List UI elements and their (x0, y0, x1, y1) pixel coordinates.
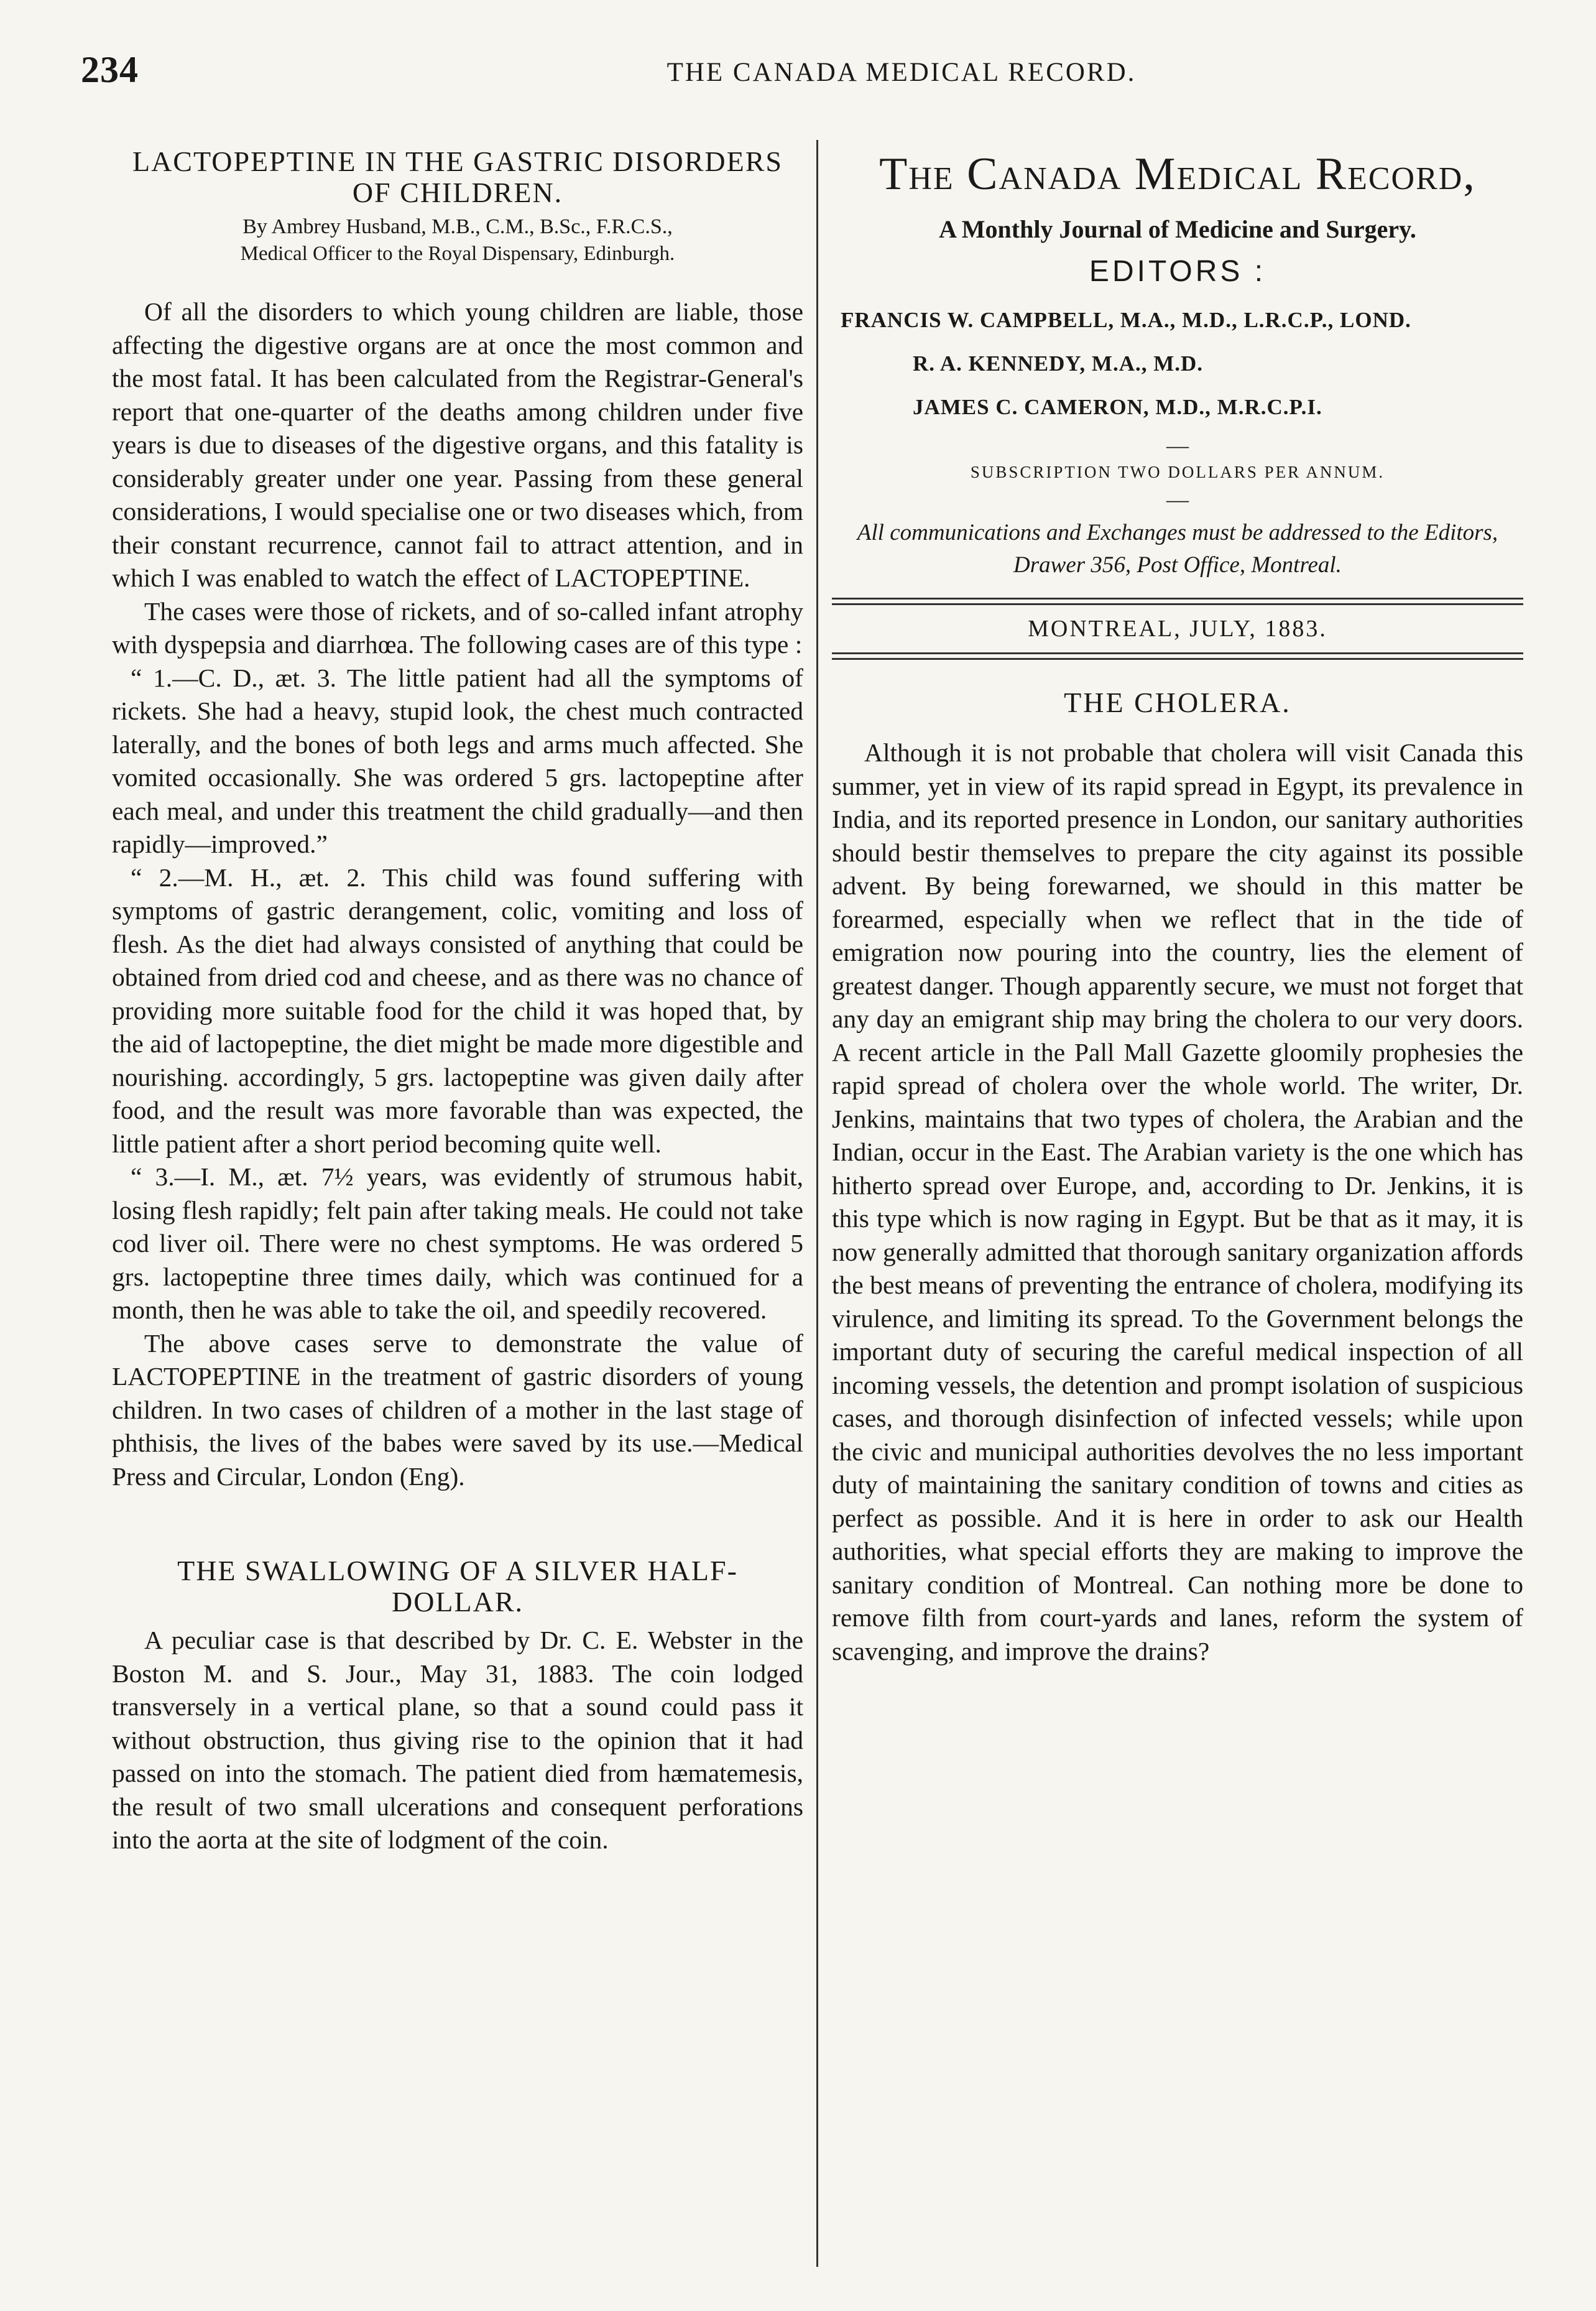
dateline: MONTREAL, JULY, 1883. (1028, 616, 1327, 642)
double-rule (832, 598, 1523, 605)
case-report-1: “ 1.—C. D., æt. 3. The little patient had all the symptoms of rickets. She had a heavy, stupid look, the chest much contracted laterally, and the bones of both legs and arms much affected. She vomited occasionally. She was ordered 5 grs. lactopeptine after each meal, and under this treatment the child gradually—and then rapidly—improved.” (112, 663, 803, 858)
subscription-notice: SUBSCRIPTION TWO DOLLARS PER ANNUM. (970, 463, 1385, 481)
left-column (112, 146, 803, 1857)
article-paragraph: A peculiar case is that described by Dr. C. E. Webster in the Boston M. and S. Jour., May 31, 1883. The coin lodged transversely in a vertical plane, so that a sound could pass it without obstruction, thus giving rise to the opinion that it had passed on into the stomach. The patient died from hæmatemesis, the result of two small ulcerations and consequent perforations into the aorta at the site of lodgment of the coin. (112, 1626, 803, 1854)
article-paragraph: The above cases serve to demonstrate the value of LACTOPEPTINE in the treatment of gastric disorders of young children. In two cases of children of a mother in the last stage of phthisis, the lives of the babes were saved by its use.—Medical Press and Circular, London (Eng). (112, 1328, 803, 1491)
masthead-subtitle: A Monthly Journal of Medicine and Surgery. (939, 215, 1416, 243)
article-paragraph: The cases were those of rickets, and of so-called infant atrophy with dyspepsia and diarrhœa. The following cases are of this type : (112, 596, 803, 659)
right-column (832, 146, 1523, 1668)
editorial-paragraph: Although it is not probable that cholera will visit Canada this summer, yet in view of its rapid spread in Egypt, its prevalence in India, and its reported presence in London, our sanitary authorities should bestir themselves to prepare the city against its possible advent. By being forewarned, we should in this matter be forearmed, especially when we reflect that in the tide of emigration now pouring into the country, lies the element of greatest danger. Though apparently secure, we must not forget that any day an emigrant ship may bring the cholera to our very doors. A recent article in the Pall Mall Gazette gloomily prophesies the rapid spread of cholera over the whole world. The writer, Dr. Jenkins, maintains that two types of cholera, the Arabian and the Indian, occur in the East. The Arabian variety is the one which has hitherto spread over Europe, and, according to Dr. Jenkins, it is this type which is now raging in Egypt. But be that as it may, it is now generally admitted that thorough sanitary organization affords the best means of preventing the entrance of cholera, modifying its virulence, and limiting its spread. To the Government belongs the important duty of securing the careful medical inspection of all incoming vessels, the detention and prompt isolation of suspicious cases, and thorough disinfection of infected vessels; while upon the civic and municipal authorities devolves the no less important duty of maintaining the sanitary condition of towns and cities as perfect as possible. And it is here in order to ask our Health authorities, what special efforts they are making to improve the sanitary condition of Montreal. Can nothing more be done to remove filth from court-yards and lanes, reform the system of scavenging, and improve the drains? (832, 738, 1523, 1665)
editor-name: JAMES C. CAMERON, M.D., M.R.C.P.I. (913, 395, 1322, 419)
article-byline: By Ambrey Husband, M.B., C.M., B.Sc., F.R.C.S., (242, 215, 673, 238)
article-title-lactopeptine: LACTOPEPTINE IN THE GASTRIC DISORDERS OF CHILDREN. (132, 146, 783, 208)
case-report-3: “ 3.—I. M., æt. 7½ years, was evidently of strumous habit, losing flesh rapidly; felt pain after taking meals. He could not take cod liver oil. There were no chest symptoms. He was ordered 5 grs. lactopeptine three times daily, which was continued for a month, then he was able to take the oil, and speedily recovered. (112, 1162, 803, 1324)
double-rule (832, 652, 1523, 660)
article-affiliation: Medical Officer to the Royal Dispensary, Edinburgh. (240, 243, 675, 265)
page-number: 234 (81, 49, 139, 90)
editorial-title: THE CHOLERA. (1064, 687, 1291, 718)
column-rule (816, 140, 818, 2267)
communications-notice: All communications and Exchanges must be addressed to the Editors, Drawer 356, Post Office, Montreal. (857, 520, 1498, 578)
running-title: THE CANADA MEDICAL RECORD. (667, 58, 1137, 87)
editor-name: R. A. KENNEDY, M.A., M.D. (913, 351, 1204, 376)
divider-dash: — (1166, 487, 1189, 512)
article-paragraph: Of all the disorders to which young children are liable, those affecting the digestive organs are at once the most common and the most fatal. It has been calculated from the Registrar-General's report that one-quarter of the deaths among children under five years is due to diseases of the digestive organs, and this fatality is considerably greater under one year. Passing from these general considerations, I would specialise one or two diseases which, from their constant recurrence, cannot fail to attract attention, and in which I was enabled to watch the effect of LACTOPEPTINE. (112, 297, 803, 592)
masthead-title: The Canada Medical Record, (879, 149, 1476, 200)
divider-dash: — (1166, 433, 1189, 458)
editors-label: EDITORS : (1089, 255, 1266, 288)
article-title-silver-half-dollar: THE SWALLOWING OF A SILVER HALF-DOLLAR. (177, 1555, 738, 1618)
editor-name: FRANCIS W. CAMPBELL, M.A., M.D., L.R.C.P., LOND. (841, 308, 1411, 332)
case-report-2: “ 2.—M. H., æt. 2. This child was found suffering with symptoms of gastric derangement, colic, vomiting and loss of flesh. As the diet had always consisted of anything that could be obtained from dried cod and cheese, and as there was no chance of providing more suitable food for the child it was hoped that, by the aid of lactopeptine, the diet might be made more digestible and nourishing. accordingly, 5 grs. lactopeptine was given daily after food, and the result was more favorable than was expected, the little patient after a short period becoming quite well. (112, 863, 803, 1158)
